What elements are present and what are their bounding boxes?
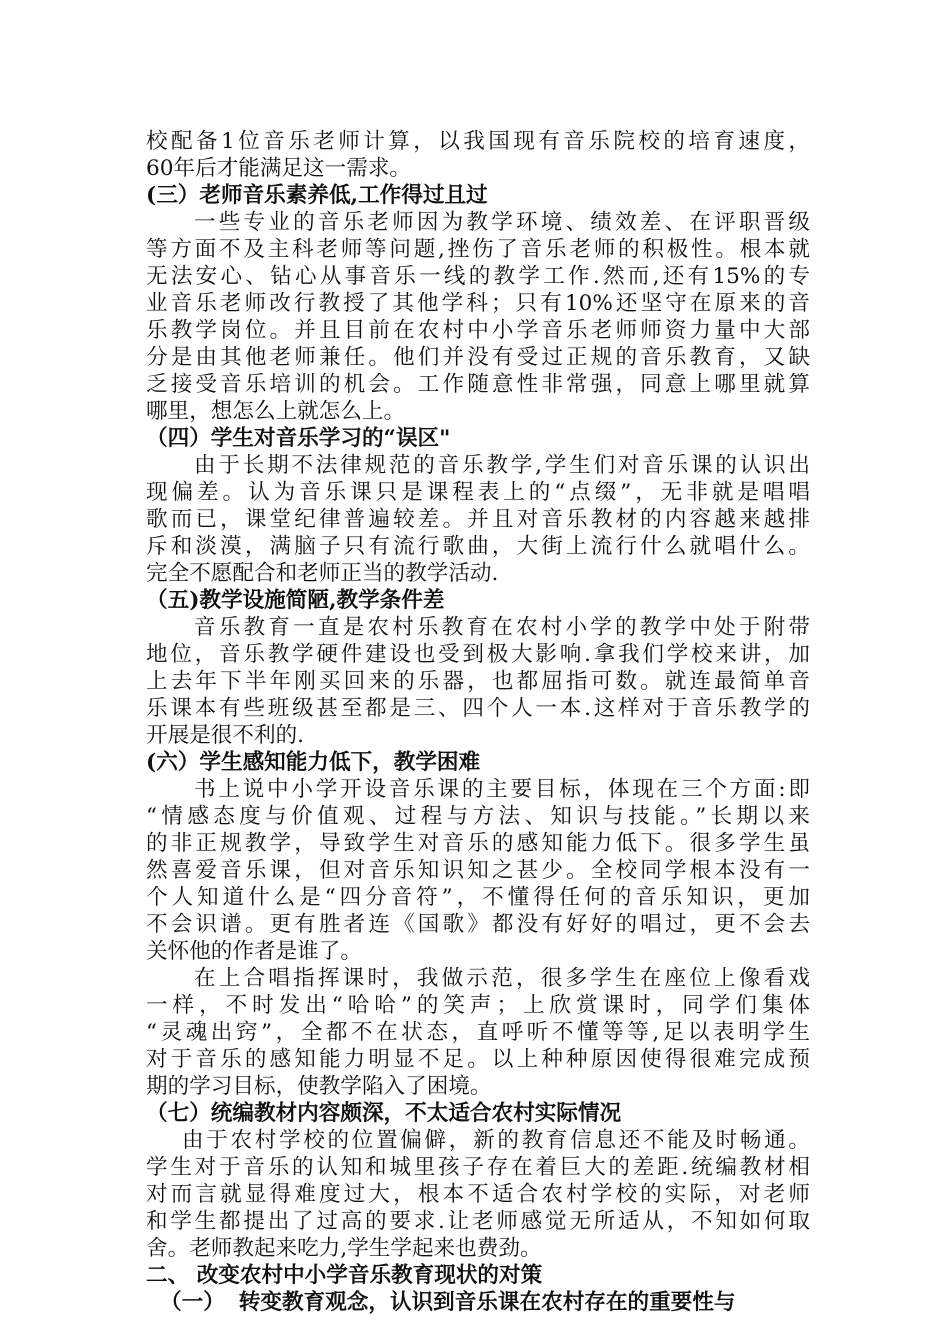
section-heading: (三）老师音乐素养低,工作得过且过 <box>146 183 488 208</box>
subsection-number: （一） <box>160 1290 225 1315</box>
paragraph-line: 舍。老师教起来吃力,学生学起来也费劲。 <box>146 1236 542 1261</box>
paragraph-line: 歌而已，课堂纪律普遍较差。并且对音乐教材的内容越来越排 <box>146 507 810 532</box>
paragraph-line: 对而言就显得难度过大，根本不适合农村学校的实际，对老师 <box>146 1182 810 1207</box>
paragraph-line: 分是由其他老师兼任。他们并没有受过正规的音乐教育，又缺 <box>146 345 810 370</box>
paragraph-line: 关怀他的作者是谁了。 <box>146 939 362 964</box>
section-heading: (六）学生感知能力低下，教学困难 <box>146 750 481 775</box>
paragraph-line: 的非正规教学，导致学生对音乐的感知能力低下。很多学生虽 <box>146 831 810 856</box>
paragraph-line: 个人知道什么是“四分音符”，不懂得任何的音乐知识，更加 <box>146 885 810 910</box>
paragraph-line: 乐课本有些班级甚至都是三、四个人一本.这样对于音乐教学的 <box>146 696 810 721</box>
paragraph-line: 音乐教育一直是农村乐教育在农村小学的教学中处于附带 <box>194 615 810 640</box>
paragraph-line: 斥和淡漠，满脑子只有流行歌曲，大街上流行什么就唱什么。 <box>146 534 810 559</box>
paragraph-line: 一样，不时发出“哈哈”的笑声；上欣赏课时，同学们集体 <box>146 993 810 1018</box>
subsection-title: 转变教育观念，认识到音乐课在农村存在的重要性与 <box>238 1290 736 1315</box>
paragraph-line: 学生对于音乐的认知和城里孩子存在着巨大的差距.统编教材相 <box>146 1155 810 1180</box>
paragraph-line: 一些专业的音乐老师因为教学环境、绩效差、在评职晋级 <box>194 210 810 235</box>
paragraph-line: 由于长期不法律规范的音乐教学,学生们对音乐课的认识出 <box>194 453 810 478</box>
paragraph-line: 然喜爱音乐课，但对音乐知识知之甚少。全校同学根本没有一 <box>146 858 810 883</box>
paragraph-line: 完全不愿配合和老师正当的教学活动. <box>146 561 499 586</box>
subsection-heading <box>146 1289 810 1316</box>
paragraph-line: 上去年下半年刚买回来的乐器，也都屈指可数。就连最简单音 <box>146 669 810 694</box>
paragraph-line: 在上合唱指挥课时，我做示范，很多学生在座位上像看戏 <box>194 966 810 991</box>
paragraph-line: 期的学习目标，使教学陷入了困境。 <box>146 1074 492 1099</box>
paragraph-line: 无法安心、钻心从事音乐一线的教学工作.然而,还有15%的专 <box>146 264 810 289</box>
paragraph-line: 乏接受音乐培训的机会。工作随意性非常强，同意上哪里就算 <box>146 372 810 397</box>
paragraph-line: 和学生都提出了过高的要求.让老师感觉无所适从，不知如何取 <box>146 1209 810 1234</box>
paragraph-line: “灵魂出窍”，全都不在状态，直呼听不懂等等,足以表明学生 <box>146 1020 810 1045</box>
paragraph-line: 不会识谱。更有胜者连《国歌》都没有好好的唱过，更不会去 <box>146 912 810 937</box>
document-body <box>146 128 810 1316</box>
paragraph-line: 乐教学岗位。并且目前在农村中小学音乐老师师资力量中大部 <box>146 318 810 343</box>
section-heading: （四）学生对音乐学习的“误区" <box>146 426 451 451</box>
paragraph-line: 由于农村学校的位置偏僻，新的教育信息还不能及时畅通。 <box>182 1128 810 1153</box>
paragraph-line: 书上说中小学开设音乐课的主要目标，体现在三个方面:即 <box>194 777 810 802</box>
paragraph-line: 地位，音乐教学硬件建设也受到极大影响.拿我们学校来讲，加 <box>146 642 810 667</box>
chapter-heading: 二、 改变农村中小学音乐教育现状的对策 <box>146 1263 543 1288</box>
paragraph-line: 校配备1位音乐老师计算，以我国现有音乐院校的培育速度， <box>146 129 810 154</box>
section-heading: （七）统编教材内容颇深，不太适合农村实际情况 <box>146 1101 622 1126</box>
paragraph-line: 哪里，想怎么上就怎么上。 <box>146 399 406 424</box>
paragraph-line: 等方面不及主科老师等问题,挫伤了音乐老师的积极性。根本就 <box>146 237 810 262</box>
paragraph-line: 60年后才能满足这一需求。 <box>146 156 412 181</box>
paragraph-line: 业音乐老师改行教授了其他学科；只有10%还坚守在原来的音 <box>146 291 810 316</box>
paragraph-line: “情感态度与价值观、过程与方法、知识与技能。”长期以来 <box>146 804 810 829</box>
paragraph-line: 开展是很不利的. <box>146 723 305 748</box>
paragraph-line: 对于音乐的感知能力明显不足。以上种种原因使得很难完成预 <box>146 1047 810 1072</box>
section-heading: （五)教学设施简陋,教学条件差 <box>146 588 445 613</box>
paragraph-line: 现偏差。认为音乐课只是课程表上的“点缀”，无非就是唱唱 <box>146 480 810 505</box>
